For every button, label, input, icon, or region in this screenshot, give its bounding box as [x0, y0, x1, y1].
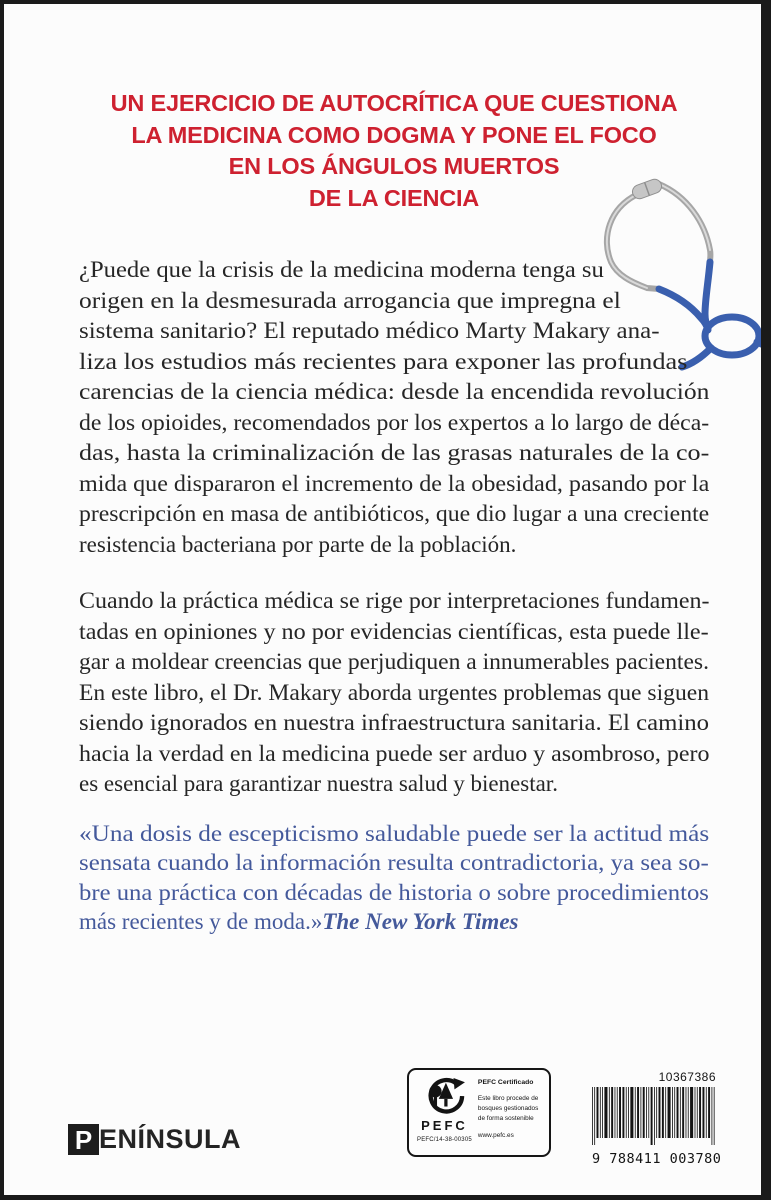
press-quote-last-line — [79, 907, 709, 937]
press-quote-text: más recientes y de moda.» — [79, 909, 323, 934]
barcode-edition-number: 10367386 — [658, 1070, 716, 1084]
pefc-cert-code: PEFC/14-38-00305 — [417, 1137, 472, 1143]
pefc-left-column — [417, 1077, 472, 1150]
synopsis-paragraph-2: Cuando la práctica médica se rige por interpretaciones fundamen- tadas en opiniones y no por evidencias científicas, esta puede lle- gar a moldear creencias que perjudiquen a innumerables pacientes. En este libro, el Dr. Makary aborda urgentes problemas que siguen siendo ignorados en nuestra infraestructura sanitaria. El camino hacia la verdad en la medicina puede ser arduo y asombroso, pero es esencial para garantizar nuestra salud y bienestar. — [79, 588, 710, 796]
publisher-logo — [68, 1124, 241, 1155]
pefc-right-column — [478, 1077, 546, 1150]
headline: UN EJERCICIO DE AUTOCRÍTICA QUE CUESTIONA LA MEDICINA COMO DOGMA Y PONE EL FOCO EN LOS ÁNGULOS MUERTOS DE LA CIENCIA — [110, 90, 678, 211]
barcode-icon — [592, 1087, 716, 1145]
pefc-title: PEFC Certificado — [477, 1079, 534, 1086]
press-quote-attribution: The New York Times — [322, 909, 519, 934]
publisher-logo-p-icon — [68, 1124, 99, 1155]
pefc-url: www.pefc.es — [477, 1131, 514, 1139]
synopsis-paragraph-1: ¿Puede que la crisis de la medicina moderna tenga su origen en la desmesurada arrogancia que impregna el sistema sanitario? El reputado médico Marty Makary ana- liza los estudios más recientes para exponer las profundas carencias de la ciencia médica: desde la encendida revolución de los opioides, recomendados por los expertos a lo largo de déca- das, hasta la criminalización de las grasas naturales de la co- mida que dispararon el incremento de la obesidad, pasando por la prescripción en masa de antibióticos, que dio lugar a una creciente resistencia bacteriana por parte de la población. — [79, 257, 710, 557]
barcode-isbn: 9 788411 003780 — [592, 1151, 722, 1167]
pefc-certificate-label — [407, 1068, 551, 1157]
synopsis — [79, 255, 709, 937]
press-quote-lines: «Una dosis de escepticismo saludable puede ser la actitud más sensata cuando la información resulta contradictoria, ya sea so- bre una práctica con décadas de historia o sobre procedimientos — [79, 820, 710, 905]
pefc-logo-icon — [423, 1077, 465, 1117]
publisher-initial: P — [74, 1124, 93, 1155]
barcode-block — [592, 1070, 722, 1167]
publisher-name: ENÍNSULA — [99, 1124, 242, 1154]
pefc-description: Este libro procede de bosques gestionados de forma sostenible — [477, 1095, 539, 1122]
press-quote — [79, 819, 709, 937]
pefc-wordmark: PEFC — [421, 1118, 468, 1133]
